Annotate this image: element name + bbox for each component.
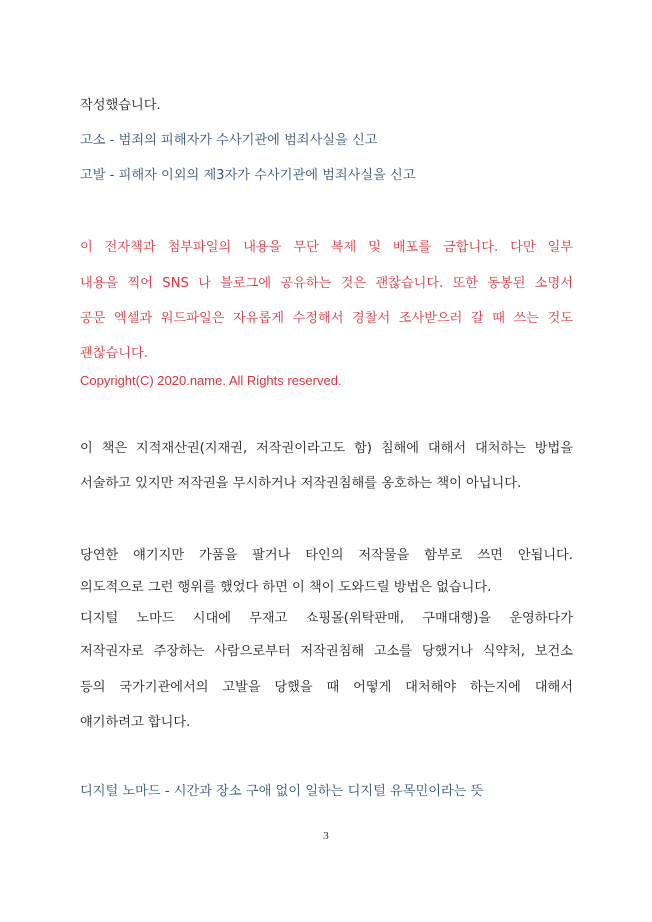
paragraph2-line-3: 디지털 노마드 시대에 무재고 쇼핑몰(위탁판매, 구매대행)을 운영하다가	[80, 611, 573, 626]
notice-line-3: 공문 엑셀과 워드파일은 자유롭게 수정해서 경찰서 조사받으러 갈 때 쓰는 것도	[80, 311, 573, 326]
paragraph1-line-2: 서술하고 있지만 저작권을 무시하거나 저작권침해를 옹호하는 책이 아닙니다.	[80, 476, 522, 491]
paragraph2-line-5: 등의 국가기관에서의 고발을 당했을 때 어떻게 대처해야 하는지에 대해서	[80, 680, 573, 695]
intro-tail-text: 작성했습니다.	[80, 98, 161, 113]
notice-line-2: 내용을 찍어 SNS 나 블로그에 공유하는 것은 괜찮습니다. 또한 동봉된 소명서	[80, 276, 573, 291]
paragraph2-line-4: 저작권자로 주장하는 사람으로부터 저작권침해 고소를 당했거나 식약처, 보건소	[80, 644, 573, 659]
copyright-text: Copyright(C) 2020.name. All Rights reserved.	[80, 373, 342, 388]
paragraph1-line-1: 이 책은 지적재산권(지재권, 저작권이라고도 함) 침해에 대해서 대처하는 방법을	[80, 441, 573, 456]
definition-gobal: 고발 - 피해자 이외의 제3자가 수사기관에 범죄사실을 신고	[80, 168, 416, 183]
paragraph2-line-6: 얘기하려고 합니다.	[80, 715, 191, 730]
notice-line-1: 이 전자책과 첨부파일의 내용을 무단 복제 및 배포를 금합니다. 다만 일부	[80, 240, 573, 255]
notice-line-4: 괜찮습니다.	[80, 346, 148, 361]
paragraph2-line-1: 당연한 얘기지만 가품을 팔거나 타인의 저작물을 함부로 쓰면 안됩니다.	[80, 548, 573, 563]
page-number: 3	[323, 830, 329, 842]
definition-goso: 고소 - 범죄의 피해자가 수사기관에 범죄사실을 신고	[80, 133, 378, 148]
paragraph2-line-2: 의도적으로 그런 행위를 했었다 하면 이 책이 도와드릴 방법은 없습니다.	[80, 580, 492, 595]
footnote-digital-nomad: 디지털 노마드 - 시간과 장소 구애 없이 일하는 디지털 유목민이라는 뜻	[80, 784, 484, 799]
